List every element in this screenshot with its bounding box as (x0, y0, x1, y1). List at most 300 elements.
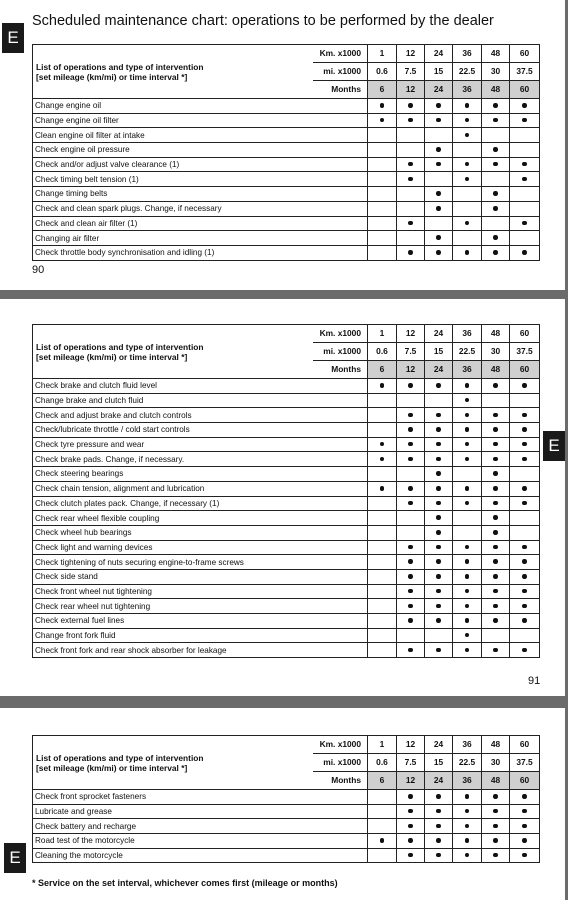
interval-cell (397, 216, 425, 231)
interval-cell (368, 848, 397, 863)
interval-cell (453, 467, 482, 482)
table-row (33, 584, 540, 599)
scheduled-dot (493, 604, 498, 609)
scheduled-dot (465, 250, 470, 255)
header-interval-value: 15 (425, 63, 453, 81)
interval-cell (397, 128, 425, 143)
header-interval-value: 24 (425, 736, 453, 754)
table-row (33, 128, 540, 143)
header-interval-value: 36 (453, 325, 482, 343)
header-interval-value: 24 (425, 81, 453, 99)
interval-cell (397, 452, 425, 467)
interval-cell (510, 113, 540, 128)
interval-cell (453, 819, 482, 834)
operation-name: Check tightening of nuts securing engine-to-frame screws (33, 555, 368, 570)
interval-cell (425, 143, 453, 158)
interval-cell (397, 245, 425, 260)
interval-cell (482, 614, 510, 629)
operation-name: Lubricate and grease (33, 804, 368, 819)
header-label-line1: List of operations and type of intervention (36, 61, 204, 72)
table-row (33, 437, 540, 452)
scheduled-dot (493, 838, 498, 843)
header-unit-label: mi. x1000 (313, 754, 368, 772)
scheduled-dot (408, 809, 413, 814)
interval-cell (425, 99, 453, 114)
interval-cell (397, 143, 425, 158)
interval-cell (453, 540, 482, 555)
header-label-line1: List of operations and type of intervention (36, 341, 204, 352)
interval-cell (397, 540, 425, 555)
scheduled-dot (436, 118, 441, 123)
operation-name: Check light and warning devices (33, 540, 368, 555)
interval-cell (397, 804, 425, 819)
header-interval-value: 12 (397, 325, 425, 343)
scheduled-dot (436, 853, 441, 858)
header-interval-value: 24 (425, 772, 453, 790)
interval-cell (397, 555, 425, 570)
interval-cell (482, 790, 510, 805)
maintenance-table (32, 735, 540, 863)
operation-name: Check and clean spark plugs. Change, if necessary (33, 201, 368, 216)
interval-cell (397, 819, 425, 834)
interval-cell (482, 408, 510, 423)
interval-cell (368, 143, 397, 158)
interval-cell (510, 481, 540, 496)
table-row (33, 423, 540, 438)
interval-cell (482, 643, 510, 658)
page-number: 91 (528, 675, 541, 687)
scheduled-dot (465, 604, 470, 609)
header-interval-value: 36 (453, 736, 482, 754)
interval-cell (453, 143, 482, 158)
scheduled-dot (436, 250, 441, 255)
header-interval-value: 24 (425, 45, 453, 63)
interval-cell (425, 201, 453, 216)
operation-name: Check brake and clutch fluid level (33, 379, 368, 394)
header-label-line2: [set mileage (km/mi) or time interval *] (36, 762, 188, 773)
interval-cell (397, 614, 425, 629)
interval-cell (482, 511, 510, 526)
interval-cell (453, 231, 482, 246)
scheduled-dot (465, 427, 470, 432)
interval-cell (453, 599, 482, 614)
interval-cell (397, 423, 425, 438)
scheduled-dot (493, 824, 498, 829)
scheduled-dot (408, 383, 413, 388)
interval-cell (368, 452, 397, 467)
interval-cell (482, 157, 510, 172)
scheduled-dot (408, 618, 413, 623)
interval-cell (397, 393, 425, 408)
scheduled-dot (408, 574, 413, 579)
interval-cell (368, 599, 397, 614)
scheduled-dot (436, 162, 441, 167)
operation-name: Check engine oil pressure (33, 143, 368, 158)
scheduled-dot (408, 824, 413, 829)
scheduled-dot (465, 545, 470, 550)
header-interval-value: 60 (510, 772, 540, 790)
interval-cell (510, 467, 540, 482)
scheduled-dot (493, 515, 498, 520)
scheduled-dot (493, 147, 498, 152)
scheduled-dot (522, 574, 527, 579)
interval-cell (482, 496, 510, 511)
interval-cell (425, 834, 453, 849)
header-unit-label: Months (313, 772, 368, 790)
header-interval-value: 36 (453, 81, 482, 99)
header-interval-value: 22.5 (453, 63, 482, 81)
scheduled-dot (408, 486, 413, 491)
header-unit-label: Km. x1000 (313, 45, 368, 63)
header-label (33, 45, 313, 99)
header-interval-value: 1 (368, 45, 397, 63)
page-number: 90 (32, 264, 45, 276)
operation-name: Check rear wheel flexible coupling (33, 511, 368, 526)
scheduled-dot (493, 427, 498, 432)
interval-cell (368, 525, 397, 540)
scheduled-dot (436, 147, 441, 152)
scheduled-dot (408, 501, 413, 506)
scheduled-dot (380, 118, 385, 123)
scheduled-dot (380, 442, 385, 447)
interval-cell (425, 511, 453, 526)
scheduled-dot (436, 427, 441, 432)
interval-cell (425, 569, 453, 584)
scheduled-dot (408, 794, 413, 799)
scheduled-dot (436, 838, 441, 843)
scheduled-dot (493, 574, 498, 579)
scheduled-dot (522, 486, 527, 491)
header-label-line2: [set mileage (km/mi) or time interval *] (36, 71, 188, 82)
interval-cell (368, 231, 397, 246)
interval-cell (510, 245, 540, 260)
scheduled-dot (436, 618, 441, 623)
header-unit-label: mi. x1000 (313, 63, 368, 81)
scheduled-dot (465, 648, 470, 653)
interval-cell (453, 172, 482, 187)
interval-cell (397, 437, 425, 452)
header-interval-value: 1 (368, 325, 397, 343)
operation-name: Cleaning the motorcycle (33, 848, 368, 863)
header-interval-value: 12 (397, 736, 425, 754)
interval-cell (453, 408, 482, 423)
scheduled-dot (493, 383, 498, 388)
scheduled-dot (493, 618, 498, 623)
interval-cell (510, 555, 540, 570)
scheduled-dot (493, 486, 498, 491)
header-unit-label: mi. x1000 (313, 343, 368, 361)
interval-cell (397, 643, 425, 658)
scheduled-dot (408, 427, 413, 432)
interval-cell (453, 614, 482, 629)
interval-cell (482, 113, 510, 128)
interval-cell (482, 819, 510, 834)
interval-cell (482, 599, 510, 614)
operation-name: Check steering bearings (33, 467, 368, 482)
interval-cell (368, 614, 397, 629)
scheduled-dot (465, 486, 470, 491)
scheduled-dot (465, 794, 470, 799)
table-row (33, 643, 540, 658)
header-interval-value: 15 (425, 343, 453, 361)
interval-cell (482, 569, 510, 584)
interval-cell (425, 379, 453, 394)
scheduled-dot (493, 413, 498, 418)
operation-name: Check clutch plates pack. Change, if necessary (1) (33, 496, 368, 511)
scheduled-dot (408, 589, 413, 594)
interval-cell (482, 437, 510, 452)
operation-name: Check tyre pressure and wear (33, 437, 368, 452)
interval-cell (482, 555, 510, 570)
interval-cell (368, 245, 397, 260)
interval-cell (425, 172, 453, 187)
table-row (33, 201, 540, 216)
interval-cell (510, 540, 540, 555)
interval-cell (453, 481, 482, 496)
section-tab: E (4, 843, 26, 873)
header-interval-value: 48 (482, 736, 510, 754)
interval-cell (397, 99, 425, 114)
scheduled-dot (493, 794, 498, 799)
interval-cell (368, 511, 397, 526)
header-interval-value: 12 (397, 81, 425, 99)
interval-cell (397, 511, 425, 526)
scheduled-dot (522, 442, 527, 447)
interval-cell (425, 555, 453, 570)
scheduled-dot (436, 648, 441, 653)
interval-cell (510, 231, 540, 246)
header-interval-value: 6 (368, 772, 397, 790)
table-row (33, 113, 540, 128)
header-interval-value: 37.5 (510, 63, 540, 81)
scheduled-dot (522, 794, 527, 799)
scheduled-dot (465, 413, 470, 418)
interval-cell (368, 408, 397, 423)
header-interval-value: 6 (368, 361, 397, 379)
interval-cell (397, 187, 425, 202)
interval-cell (397, 113, 425, 128)
interval-cell (510, 496, 540, 511)
header-interval-value: 36 (453, 772, 482, 790)
interval-cell (453, 584, 482, 599)
header-interval-value: 24 (425, 325, 453, 343)
scheduled-dot (465, 221, 470, 226)
interval-cell (368, 496, 397, 511)
interval-cell (510, 584, 540, 599)
interval-cell (510, 569, 540, 584)
header-interval-value: 60 (510, 325, 540, 343)
interval-cell (397, 172, 425, 187)
header-interval-value: 6 (368, 81, 397, 99)
header-interval-value: 37.5 (510, 343, 540, 361)
interval-cell (425, 452, 453, 467)
scheduled-dot (408, 457, 413, 462)
interval-cell (453, 452, 482, 467)
interval-cell (397, 231, 425, 246)
scheduled-dot (408, 118, 413, 123)
interval-cell (510, 128, 540, 143)
interval-cell (510, 790, 540, 805)
interval-cell (425, 113, 453, 128)
interval-cell (482, 804, 510, 819)
header-interval-value: 15 (425, 754, 453, 772)
scheduled-dot (436, 235, 441, 240)
scheduled-dot (408, 103, 413, 108)
header-interval-value: 30 (482, 63, 510, 81)
scheduled-dot (522, 648, 527, 653)
interval-cell (425, 467, 453, 482)
interval-cell (397, 834, 425, 849)
scheduled-dot (465, 442, 470, 447)
scheduled-dot (465, 574, 470, 579)
interval-cell (397, 379, 425, 394)
scheduled-dot (522, 427, 527, 432)
scheduled-dot (408, 853, 413, 858)
table-row (33, 157, 540, 172)
interval-cell (453, 790, 482, 805)
scheduled-dot (408, 413, 413, 418)
interval-cell (368, 99, 397, 114)
scheduled-dot (522, 589, 527, 594)
scheduled-dot (436, 530, 441, 535)
header-interval-value: 48 (482, 45, 510, 63)
interval-cell (453, 423, 482, 438)
header-interval-value: 37.5 (510, 754, 540, 772)
header-label (33, 736, 313, 790)
scheduled-dot (436, 383, 441, 388)
header-unit-label: Months (313, 81, 368, 99)
section-tab: E (2, 23, 24, 53)
table-row (33, 525, 540, 540)
interval-cell (368, 569, 397, 584)
interval-cell (510, 157, 540, 172)
header-interval-value: 48 (482, 81, 510, 99)
interval-cell (482, 467, 510, 482)
section-tab: E (543, 431, 565, 461)
scheduled-dot (493, 545, 498, 550)
scheduled-dot (436, 809, 441, 814)
scheduled-dot (380, 486, 385, 491)
scheduled-dot (493, 250, 498, 255)
scheduled-dot (522, 501, 527, 506)
operation-name: Check throttle body synchronisation and idling (1) (33, 245, 368, 260)
scheduled-dot (465, 501, 470, 506)
interval-cell (368, 643, 397, 658)
interval-cell (425, 157, 453, 172)
interval-cell (510, 423, 540, 438)
header-unit-label: Months (313, 361, 368, 379)
interval-cell (425, 584, 453, 599)
table-row (33, 452, 540, 467)
interval-cell (425, 819, 453, 834)
scheduled-dot (436, 559, 441, 564)
interval-cell (510, 187, 540, 202)
operation-name: Change engine oil filter (33, 113, 368, 128)
scheduled-dot (522, 618, 527, 623)
scheduled-dot (408, 838, 413, 843)
interval-cell (425, 245, 453, 260)
interval-cell (482, 216, 510, 231)
interval-cell (397, 467, 425, 482)
scheduled-dot (522, 221, 527, 226)
operation-name: Check wheel hub bearings (33, 525, 368, 540)
scheduled-dot (522, 559, 527, 564)
interval-cell (482, 423, 510, 438)
interval-cell (482, 540, 510, 555)
interval-cell (510, 643, 540, 658)
interval-cell (482, 393, 510, 408)
interval-cell (425, 628, 453, 643)
operation-name: Check rear wheel nut tightening (33, 599, 368, 614)
header-interval-value: 7.5 (397, 754, 425, 772)
scheduled-dot (465, 162, 470, 167)
interval-cell (453, 555, 482, 570)
table-row (33, 393, 540, 408)
table-row (33, 834, 540, 849)
scheduled-dot (436, 413, 441, 418)
table-row (33, 245, 540, 260)
scheduled-dot (493, 235, 498, 240)
table-row (33, 231, 540, 246)
scheduled-dot (380, 383, 385, 388)
interval-cell (397, 584, 425, 599)
table-row (33, 790, 540, 805)
table-row (33, 467, 540, 482)
interval-cell (425, 481, 453, 496)
header-km-row (33, 736, 540, 754)
interval-cell (368, 172, 397, 187)
header-interval-value: 48 (482, 772, 510, 790)
scheduled-dot (465, 838, 470, 843)
scheduled-dot (465, 824, 470, 829)
scheduled-dot (493, 853, 498, 858)
interval-cell (453, 187, 482, 202)
scheduled-dot (436, 471, 441, 476)
interval-cell (368, 113, 397, 128)
scheduled-dot (522, 413, 527, 418)
interval-cell (425, 437, 453, 452)
table-row (33, 99, 540, 114)
interval-cell (453, 804, 482, 819)
scheduled-dot (436, 103, 441, 108)
header-interval-value: 0.6 (368, 754, 397, 772)
scheduled-dot (522, 838, 527, 843)
interval-cell (453, 216, 482, 231)
interval-cell (368, 628, 397, 643)
interval-cell (510, 452, 540, 467)
header-interval-value: 0.6 (368, 343, 397, 361)
header-interval-value: 7.5 (397, 63, 425, 81)
interval-cell (453, 628, 482, 643)
table-row (33, 599, 540, 614)
interval-cell (397, 790, 425, 805)
scheduled-dot (465, 633, 470, 638)
interval-cell (482, 379, 510, 394)
header-interval-value: 22.5 (453, 754, 482, 772)
interval-cell (397, 481, 425, 496)
scheduled-dot (408, 559, 413, 564)
scheduled-dot (522, 162, 527, 167)
scheduled-dot (436, 206, 441, 211)
table-row (33, 804, 540, 819)
header-interval-value: 30 (482, 343, 510, 361)
interval-cell (510, 201, 540, 216)
scheduled-dot (408, 648, 413, 653)
interval-cell (482, 584, 510, 599)
interval-cell (453, 379, 482, 394)
operation-name: Change brake and clutch fluid (33, 393, 368, 408)
table-row (33, 848, 540, 863)
